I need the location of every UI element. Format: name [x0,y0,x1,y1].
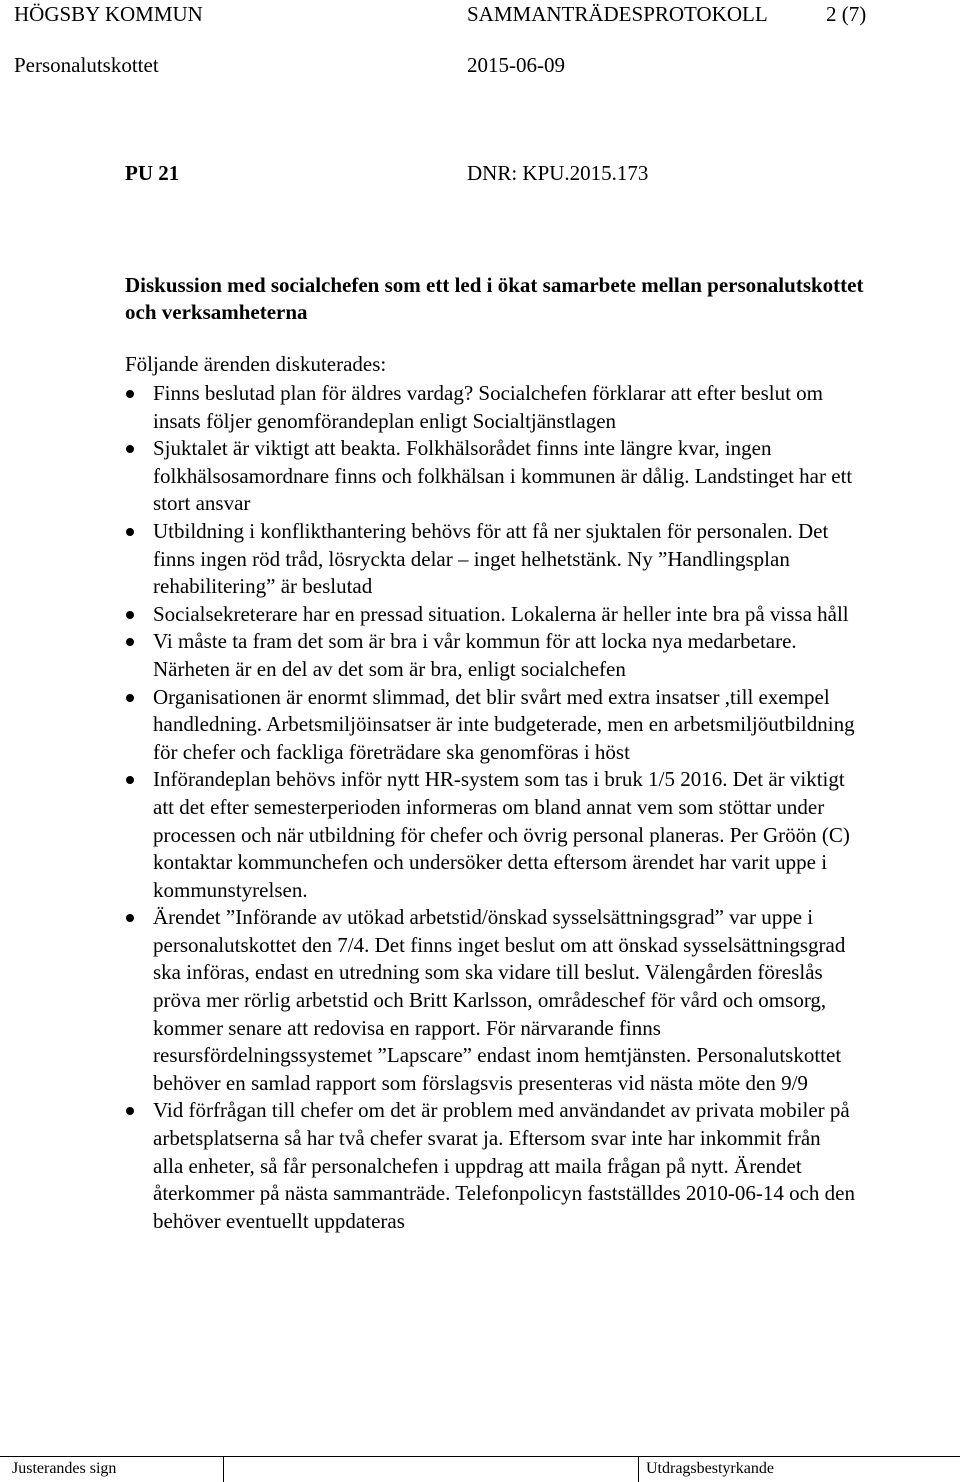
list-item: Införandeplan behövs inför nytt HR-system som tas i bruk 1/5 2016. Det är viktigt att det efter semesterperioden informeras om bland annat vem som stöttar under processen och när utbildning för chefer och övrig personal planeras. Per Gröön (C) kontaktar kommunchefen och undersöker detta eftersom ärendet har varit uppe i kommunstyrelsen. [125,766,855,904]
footer-separator [223,1457,224,1482]
list-item: Utbildning i konflikthantering behövs för att få ner sjuktalen för personalen. Det finns ingen röd tråd, lösryckta delar – inget helhetstänk. Ny ”Handlingsplan rehabilitering” är beslutad [125,518,855,601]
committee-name: Personalutskottet [14,53,159,77]
list-item: Ärendet ”Införande av utökad arbetstid/önskad sysselsättningsgrad” var uppe i personalutskottet den 7/4. Det finns inget beslut om att önskad sysselsättningsgrad ska införas, endast en utredning som ska vidare till beslut. Välengården föreslås pröva mer rörlig arbetstid och Britt Karlsson, områdeschef för vård och omsorg, kommer senare att redovisa en rapport. För närvarande finns resursfördelningssystemet ”Lapscare” endast inom hemtjänsten. Personalutskottet behöver en samlad rapport som förslagsvis presenteras vid nästa möte den 9/9 [125,904,855,1097]
municipality-name: HÖGSBY KOMMUN [14,2,203,26]
list-item: Socialsekreterare har en pressad situation. Lokalerna är heller inte bra på vissa håll [125,601,855,629]
list-item: Finns beslutad plan för äldres vardag? Socialchefen förklarar att efter beslut om insats följer genomförandeplan enligt Socialtjänstlagen [125,380,855,435]
intro-text: Följande ärenden diskuterades: [125,352,387,376]
footer-separator [638,1457,639,1482]
meeting-date: 2015-06-09 [467,53,565,77]
list-item: Vid förfrågan till chefer om det är problem med användandet av privata mobiler på arbetsplatserna så har två chefer svarat ja. Eftersom svar inte har inkommit från alla enheter, så får personalchefen i uppdrag att maila frågan på nytt. Ärendet återkommer på nästa sammanträde. Telefonpolicyn fastställdes 2010-06-14 och den behöver eventuellt uppdateras [125,1097,855,1235]
page-number: 2 (7) [826,2,867,26]
document-type: SAMMANTRÄDESPROTOKOLL [467,2,768,26]
signature-footer [0,1457,960,1482]
list-item: Vi måste ta fram det som är bra i vår kommun för att locka nya medarbetare. Närheten är en del av det som är bra, enligt socialchefen [125,628,855,683]
sign-label: Justerandes sign [12,1460,117,1477]
paragraph-number: PU 21 [125,161,180,185]
list-item: Organisationen är enormt slimmad, det blir svårt med extra insatser ,till exempel handledning. Arbetsmiljöinsatser är inte budgeterade, men en arbetsmiljöutbildning för chefer och fackliga företrädare ska genomföras i höst [125,684,855,767]
extract-label: Utdragsbestyrkande [646,1460,774,1477]
list-item: Sjuktalet är viktigt att beakta. Folkhälsorådet finns inte längre kvar, ingen folkhälsosamordnare finns och folkhälsan i kommunen är dålig. Landstinget har ett stort ansvar [125,435,855,518]
diary-number: DNR: KPU.2015.173 [467,161,649,185]
discussion-list [125,380,855,1235]
item-title: Diskussion med socialchefen som ett led i ökat samarbete mellan personalutskottet och verksamheterna [125,273,864,324]
